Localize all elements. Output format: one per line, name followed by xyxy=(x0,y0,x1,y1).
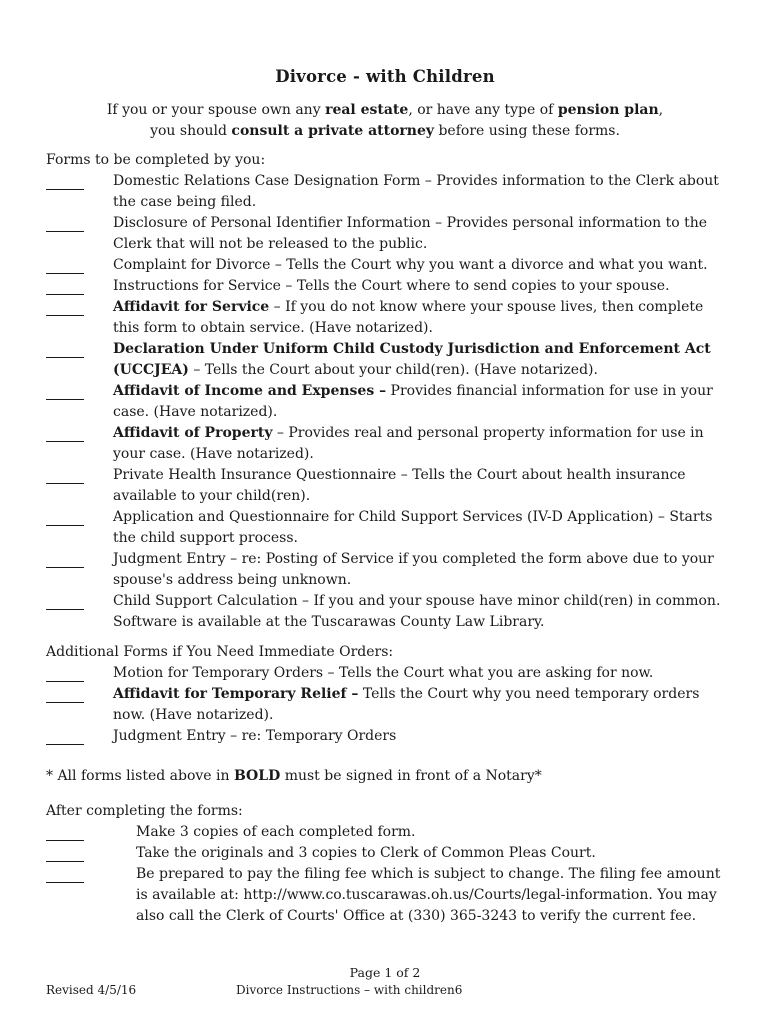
checklist-item xyxy=(46,843,726,864)
checkbox-blank-line[interactable] xyxy=(46,681,84,682)
checklist-item xyxy=(46,726,726,747)
intro-text: before using these forms. xyxy=(434,123,620,139)
checklist-item-desc: Domestic Relations Case Designation Form – Provides information to the Clerk about the case being filed. xyxy=(113,173,719,210)
checklist-item xyxy=(46,822,726,843)
checklist-item-desc: Provides financial information for use in your case. (Have notarized). xyxy=(113,383,713,420)
checklist-item-desc: Disclosure of Personal Identifier Information – Provides personal information to the Clerk that will not be released to the public. xyxy=(113,215,708,252)
checklist-item-text xyxy=(113,726,723,747)
checkbox-blank-line[interactable] xyxy=(46,399,84,400)
checklist-item xyxy=(46,591,726,633)
additional-list xyxy=(46,663,726,747)
checklist-item-text xyxy=(113,684,723,726)
checkbox-blank-line[interactable] xyxy=(46,273,84,274)
intro-bold-consult-attorney: consult a private attorney xyxy=(231,123,435,139)
note-bold: BOLD xyxy=(233,768,281,784)
checklist-item-text xyxy=(136,822,726,843)
checklist-item xyxy=(46,297,726,339)
intro-bold-real-estate: real estate xyxy=(325,102,409,118)
additional-section xyxy=(46,642,726,747)
checklist-item-text xyxy=(113,663,723,684)
checklist-item-text xyxy=(113,255,723,276)
intro-line-1 xyxy=(0,100,770,121)
footer-doc-title: Divorce Instructions – with children6 xyxy=(236,983,463,997)
checklist-item-text xyxy=(113,213,723,255)
checkbox-blank-line[interactable] xyxy=(46,525,84,526)
checklist-item xyxy=(46,171,726,213)
forms-section xyxy=(46,150,726,633)
checklist-item-text xyxy=(113,297,723,339)
checkbox-blank-line[interactable] xyxy=(46,441,84,442)
checklist-item-text xyxy=(113,591,723,633)
checklist-item-desc: Judgment Entry – re: Temporary Orders xyxy=(113,728,397,744)
forms-heading: Forms to be completed by you: xyxy=(46,152,266,168)
checklist-item-desc: Motion for Temporary Orders – Tells the Court what you are asking for now. xyxy=(113,665,654,681)
checklist-item-desc: Application and Questionnaire for Child Support Services (IV-D Application) – Starts the child support process. xyxy=(113,509,713,546)
checklist-item-desc: Complaint for Divorce – Tells the Court why you want a divorce and what you want. xyxy=(113,257,708,273)
additional-heading: Additional Forms if You Need Immediate Orders: xyxy=(46,644,394,660)
checkbox-blank-line[interactable] xyxy=(46,315,84,316)
checklist-item-desc: Judgment Entry – re: Posting of Service if you completed the form above due to your spouse's address being unknown. xyxy=(113,551,714,588)
forms-list xyxy=(46,171,726,633)
checklist-item-text xyxy=(136,864,726,927)
checklist-item-bold: Affidavit for Temporary Relief – xyxy=(113,686,359,702)
checkbox-blank-line[interactable] xyxy=(46,357,84,358)
after-section xyxy=(46,801,726,927)
footer-revised: Revised 4/5/16 xyxy=(46,983,137,997)
checklist-item xyxy=(46,213,726,255)
checklist-item xyxy=(46,276,726,297)
after-heading: After completing the forms: xyxy=(46,803,243,819)
checklist-item-text xyxy=(113,276,723,297)
checklist-item-text xyxy=(113,171,723,213)
intro-text: you should xyxy=(150,123,232,139)
checklist-item-desc: – Tells the Court about your child(ren). (Have notarized). xyxy=(188,362,598,378)
checklist-item-desc: Child Support Calculation – If you and your spouse have minor child(ren) in common. Software is available at the Tuscarawas County Law Library. xyxy=(113,593,721,630)
checkbox-blank-line[interactable] xyxy=(46,609,84,610)
checklist-item-text xyxy=(136,843,726,864)
checkbox-blank-line[interactable] xyxy=(46,231,84,232)
intro-line-2 xyxy=(0,121,770,142)
checkbox-blank-line[interactable] xyxy=(46,483,84,484)
note-text: must be signed in front of a Notary* xyxy=(280,768,542,784)
intro-paragraph xyxy=(0,100,770,142)
checkbox-blank-line[interactable] xyxy=(46,702,84,703)
checklist-item xyxy=(46,864,726,927)
checklist-item xyxy=(46,255,726,276)
document-title: Divorce - with Children xyxy=(275,67,495,86)
checklist-item-text xyxy=(113,423,723,465)
checklist-item-desc: Private Health Insurance Questionnaire – Tells the Court about health insurance available to your child(ren). xyxy=(113,467,686,504)
checkbox-blank-line[interactable] xyxy=(46,567,84,568)
checkbox-blank-line[interactable] xyxy=(46,882,84,883)
checklist-item xyxy=(46,684,726,726)
intro-bold-pension-plan: pension plan xyxy=(557,102,659,118)
checkbox-blank-line[interactable] xyxy=(46,189,84,190)
footer-page-number: Page 1 of 2 xyxy=(349,965,421,980)
checklist-item-text xyxy=(113,339,723,381)
checklist-item xyxy=(46,507,726,549)
checklist-item-desc: – Provides real and personal property information for use in your case. (Have notarized). xyxy=(113,425,704,462)
checklist-item-bold: Affidavit of Income and Expenses – xyxy=(113,383,387,399)
checkbox-blank-line[interactable] xyxy=(46,744,84,745)
checklist-item xyxy=(46,465,726,507)
checkbox-blank-line[interactable] xyxy=(46,294,84,295)
checklist-item-desc: Make 3 copies of each completed form. xyxy=(136,824,416,840)
checklist-item xyxy=(46,339,726,381)
checklist-item xyxy=(46,549,726,591)
checklist-item-desc: Take the originals and 3 copies to Clerk of Common Pleas Court. xyxy=(136,845,596,861)
checkbox-blank-line[interactable] xyxy=(46,840,84,841)
checklist-item-text xyxy=(113,549,723,591)
checklist-item-bold: Affidavit for Service xyxy=(113,299,270,315)
checklist-item-desc: Be prepared to pay the filing fee which is subject to change. The filing fee amount is available at: http://www.co.tuscarawas.oh.us/Courts/legal-information. You may also call the Clerk of Courts' Office at (330) 365-3243 to verify the current fee. xyxy=(136,866,721,924)
checklist-item xyxy=(46,423,726,465)
intro-text: , xyxy=(658,102,664,118)
intro-text: If you or your spouse own any xyxy=(106,102,326,118)
checklist-item-text xyxy=(113,465,723,507)
notary-note xyxy=(46,766,726,787)
checklist-item-text xyxy=(113,507,723,549)
checklist-item-text xyxy=(113,381,723,423)
after-list xyxy=(46,822,726,927)
checklist-item-desc: – If you do not know where your spouse lives, then complete this form to obtain service. (Have notarized). xyxy=(113,299,704,336)
checkbox-blank-line[interactable] xyxy=(46,861,84,862)
checklist-item xyxy=(46,663,726,684)
checklist-item-bold: Declaration Under Uniform Child Custody Jurisdiction and Enforcement Act (UCCJEA) xyxy=(113,341,711,378)
note-text: * All forms listed above in xyxy=(46,768,234,784)
checklist-item xyxy=(46,381,726,423)
checklist-item-desc: Tells the Court why you need temporary orders now. (Have notarized). xyxy=(113,686,700,723)
checklist-item-bold: Affidavit of Property xyxy=(113,425,273,441)
checklist-item-desc: Instructions for Service – Tells the Court where to send copies to your spouse. xyxy=(113,278,670,294)
intro-text: , or have any type of xyxy=(408,102,558,118)
